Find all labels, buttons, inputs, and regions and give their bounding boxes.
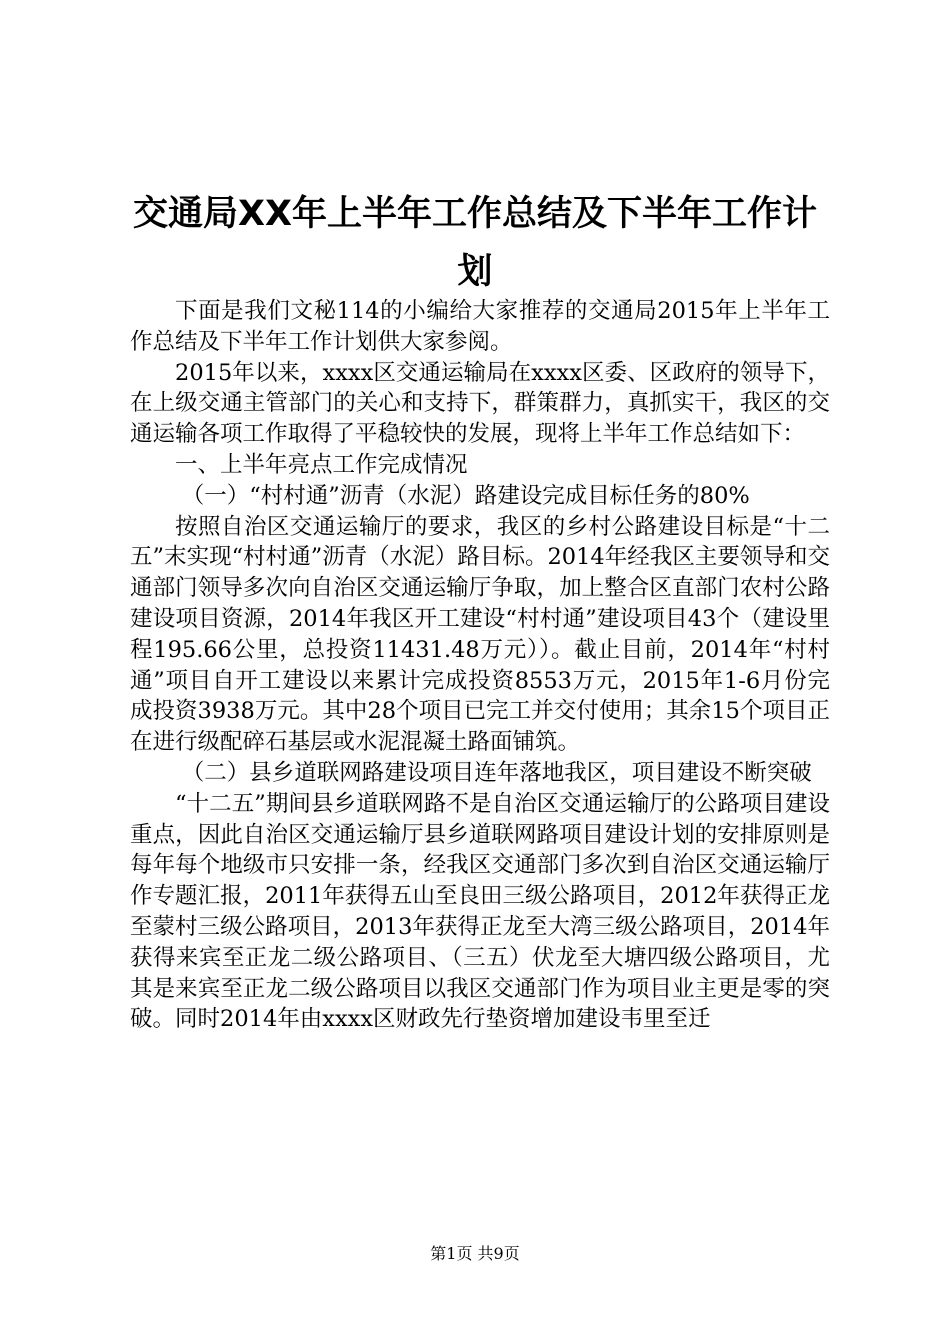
subsection-heading-1: （一）“村村通”沥青（水泥）路建设完成目标任务的80% <box>181 482 750 509</box>
subsection-paragraph-1: 按照自治区交通运输厅的要求，我区的乡村公路建设目标是“十二五”末实现“村村通”沥青（水泥）路目标。2014年经我区主要领导和交通部门领导多次向自治区交通运输厅争取，加上整合区直部门农村公路建设项目资源，2014年我区开工建设“村村通”建设项目43个（建设里程195.66公里，总投资11431.48万元））。截止目前，2014年“村村通”项目自开工建设以来累计完成投资8553万元，2015年1-6月份完成投资3938万元。其中28个项目已完工并交付使用；其余15个项目正在进行级配碎石基层或水泥混凝土路面铺筑。 <box>130 513 830 756</box>
subsection-heading-2: （二）县乡道联网路建设项目连年落地我区，项目建设不断突破 <box>181 759 812 786</box>
document-title: 交通局XX年上半年工作总结及下半年工作计划 <box>133 194 817 292</box>
intro-paragraph: 下面是我们文秘114的小编给大家推荐的交通局2015年上半年工作总结及下半年工作计划供大家参阅。 <box>130 298 830 355</box>
section-heading: 一、上半年亮点工作完成情况 <box>175 451 468 478</box>
subsection-paragraph-2: “十二五”期间县乡道联网路不是自治区交通运输厅的公路项目建设重点，因此自治区交通运输厅县乡道联网路项目建设计划的安排原则是每年每个地级市只安排一条，经我区交通部门多次到自治区交通运输厅作专题汇报，2011年获得五山至良田三级公路项目，2012年获得正龙至蒙村三级公路项目，2013年获得正龙至大湾三级公路项目，2014年获得来宾至正龙二级公路项目、（三五）伏龙至大塘四级公路项目，尤其是来宾至正龙二级公路项目以我区交通部门作为项目业主更是零的突破。同时2014年由xxxx区财政先行垫资增加建设韦里至迁 <box>130 790 830 1033</box>
summary-paragraph: 2015年以来，xxxx区交通运输局在xxxx区委、区政府的领导下，在上级交通主管部门的关心和支持下，群策群力，真抓实干，我区的交通运输各项工作取得了平稳较快的发展，现将上半年工作总结如下： <box>130 359 830 448</box>
page-footer: 第1页 共9页 <box>430 1244 520 1263</box>
document-body <box>130 296 830 1035</box>
